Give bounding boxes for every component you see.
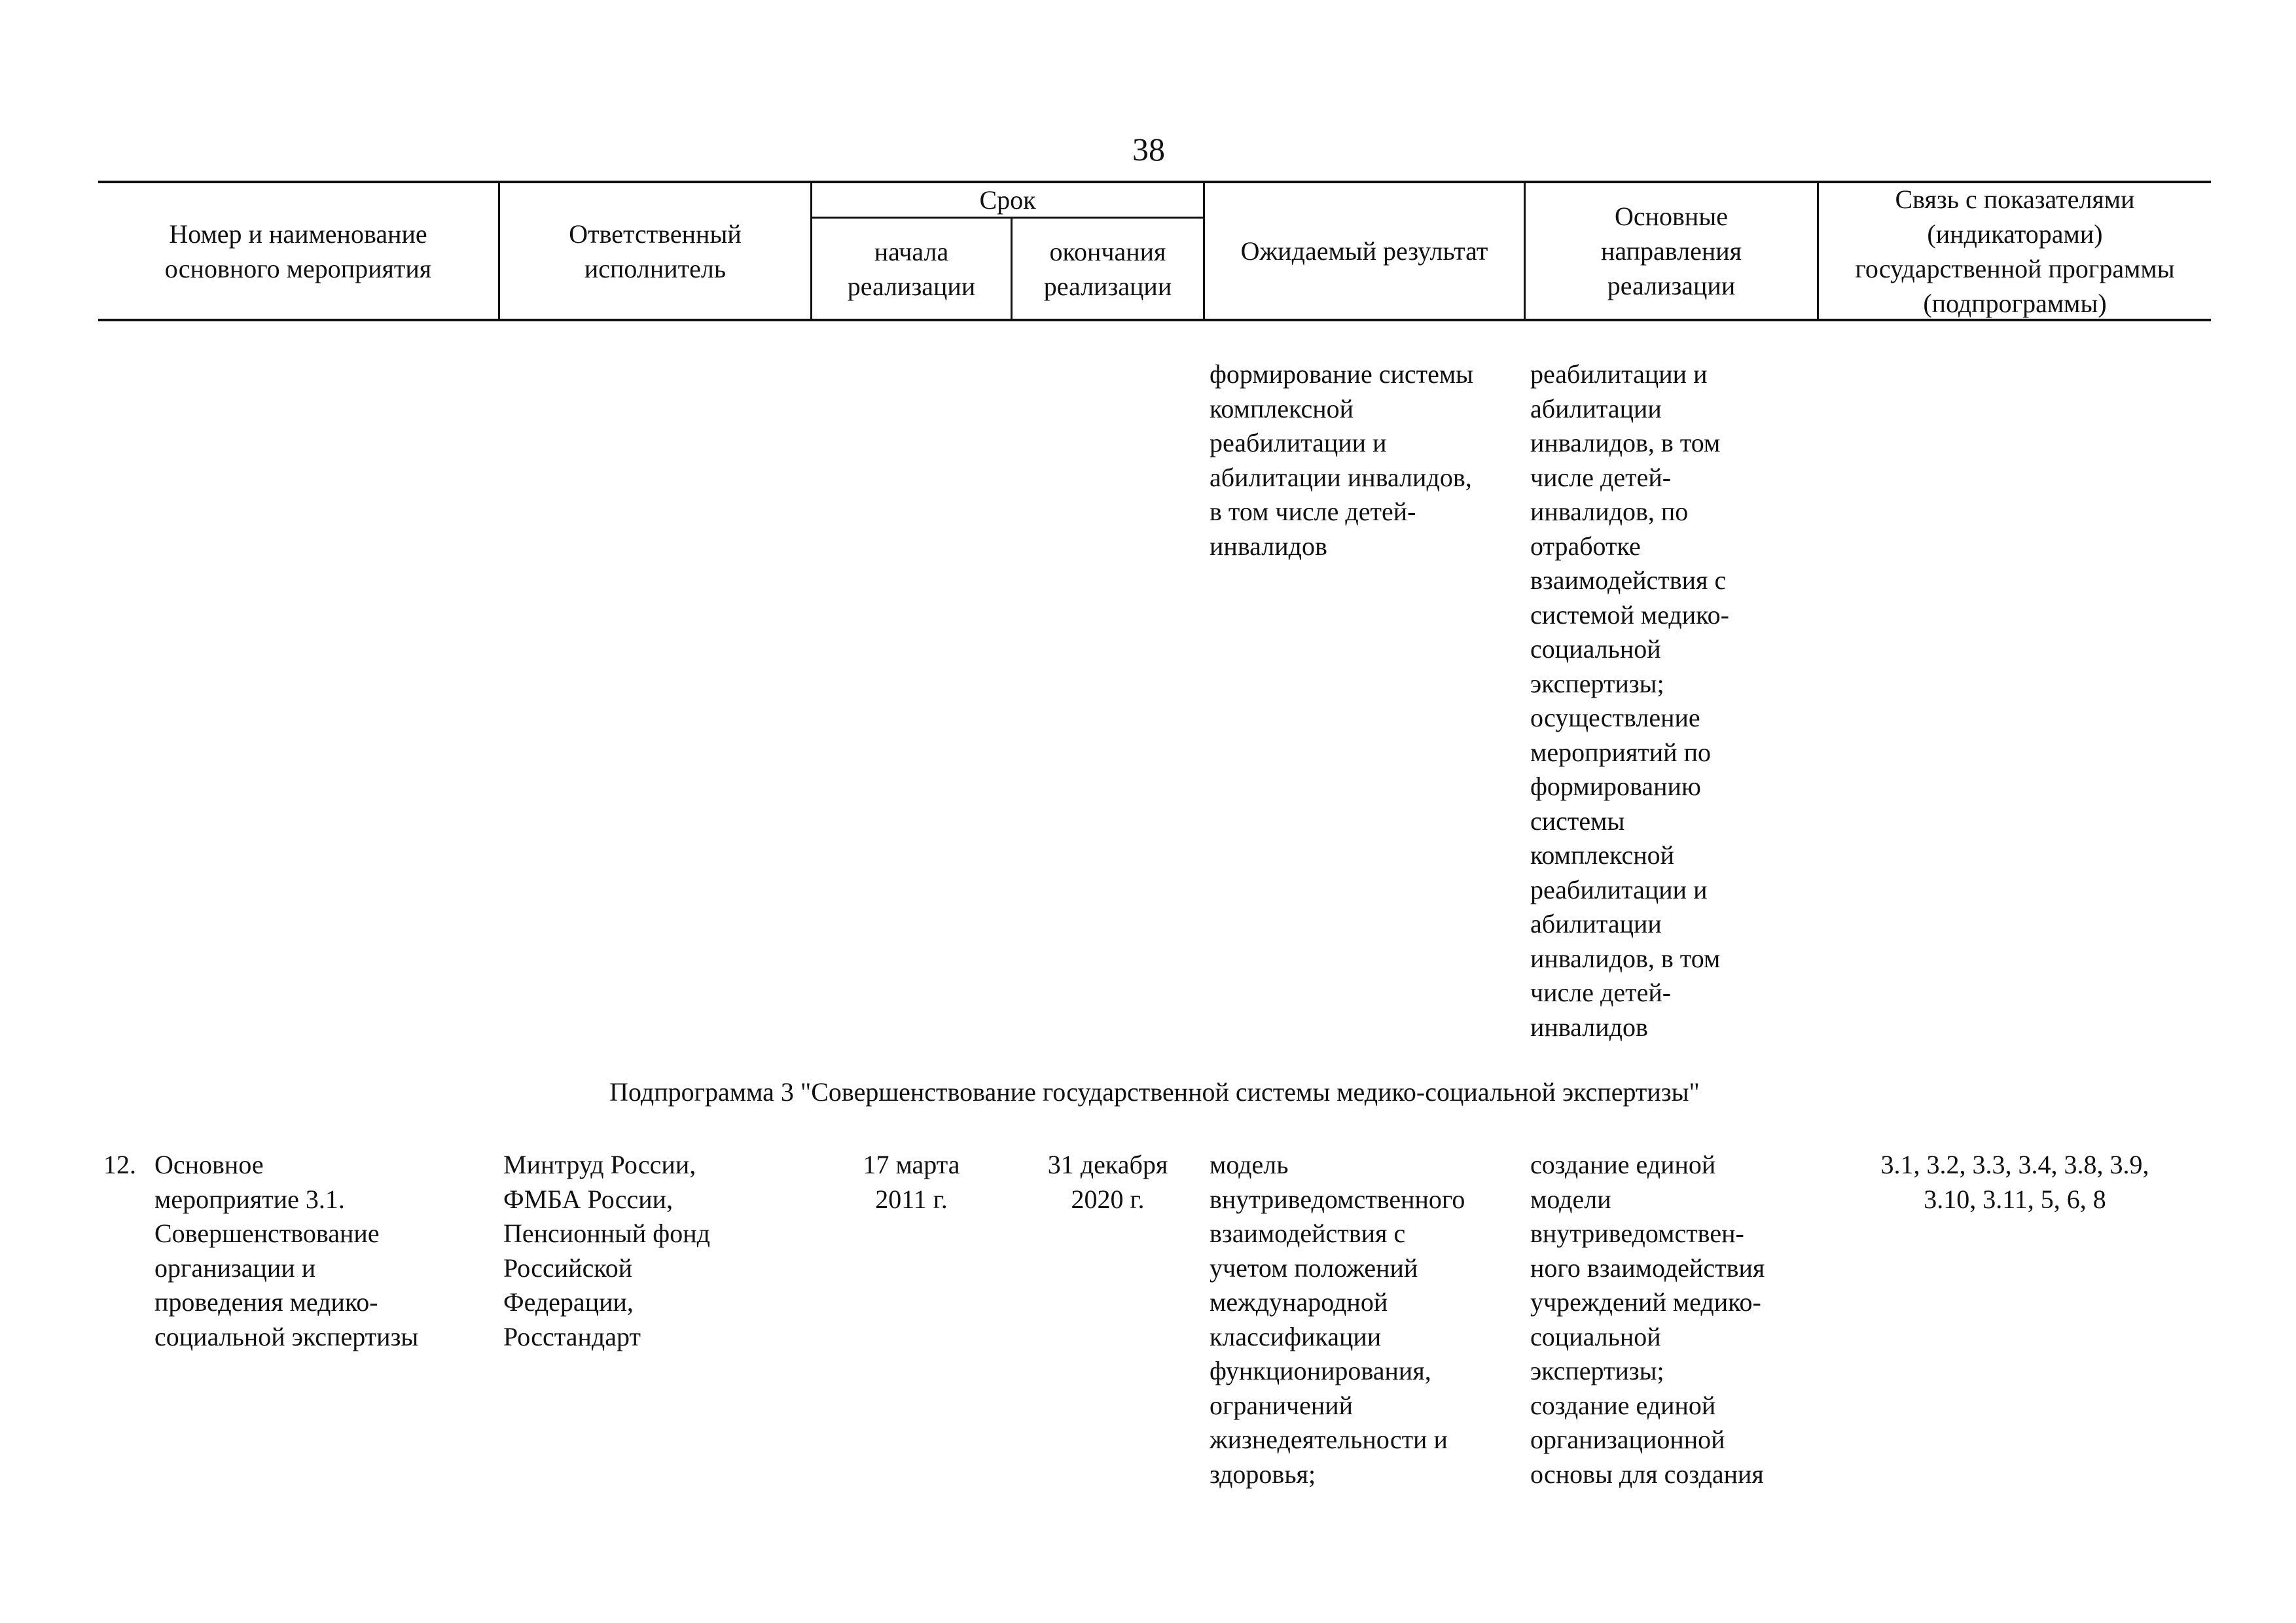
- text-line: 2011 г.: [875, 1184, 948, 1214]
- text-line: создание единой: [1530, 1390, 1716, 1420]
- text-line: функционирования,: [1210, 1356, 1431, 1385]
- text-line: международной: [1210, 1287, 1388, 1317]
- row-12-end-cell: [1013, 1148, 1203, 1217]
- text-line: учреждений медико-: [1530, 1287, 1761, 1317]
- text-line: модели: [1530, 1184, 1611, 1214]
- text-line: Федерации,: [503, 1287, 634, 1317]
- text-line: комплексной: [1210, 393, 1354, 423]
- text-line: проведения медико-: [154, 1287, 378, 1317]
- header-term-cell: [812, 183, 1203, 217]
- text-line: модель: [1210, 1150, 1289, 1179]
- text-line: инвалидов: [1210, 531, 1327, 561]
- header-link-line: (подпрограммы): [1923, 288, 2107, 318]
- text-line: создание единой: [1530, 1150, 1716, 1179]
- text-line: ограничений: [1210, 1390, 1354, 1420]
- text-line: экспертизы;: [1530, 668, 1664, 698]
- header-link-cell: [1819, 183, 2211, 319]
- text-line: взаимодействия с: [1530, 565, 1727, 595]
- text-line: организационной: [1530, 1425, 1725, 1454]
- text-line: Основное: [154, 1150, 264, 1179]
- header-start-line: начала: [874, 236, 949, 266]
- text-line: 31 декабря: [1047, 1150, 1168, 1179]
- header-executor-line: Ответственный: [569, 219, 742, 249]
- text-line: Росстандарт: [503, 1321, 641, 1351]
- text-line: комплексной: [1530, 840, 1675, 870]
- row-12-result-cell: [1210, 1148, 1524, 1491]
- row-12-executor-cell: [503, 1148, 808, 1354]
- text-line: реабилитации и: [1530, 874, 1708, 904]
- text-line: здоровья;: [1210, 1459, 1316, 1489]
- text-line: социальной: [1530, 634, 1661, 664]
- row-12-link-cell: [1819, 1148, 2211, 1217]
- header-directions-line: направления: [1600, 236, 1742, 266]
- header-executor-line: исполнитель: [584, 253, 726, 283]
- text-line: ФМБА России,: [503, 1184, 673, 1214]
- row-12-number: 12.: [103, 1150, 136, 1179]
- text-line: инвалидов, в том: [1530, 428, 1721, 457]
- header-link-line: (индикаторами): [1927, 219, 2103, 249]
- text-line: Пенсионный фонд: [503, 1219, 710, 1248]
- text-line: Российской: [503, 1253, 633, 1283]
- text-line: числе детей-: [1530, 978, 1672, 1007]
- continuation-result-cell: [1210, 357, 1524, 563]
- text-line: реабилитации и: [1210, 428, 1387, 457]
- row-12-start-cell: [812, 1148, 1011, 1217]
- text-line: системой медико-: [1530, 599, 1729, 630]
- text-line: классификации: [1210, 1321, 1382, 1351]
- text-line: реабилитации и: [1530, 359, 1708, 389]
- text-line: отработке: [1530, 531, 1641, 561]
- header-name-cell: [98, 183, 498, 319]
- header-link-line: Связь с показателями: [1895, 184, 2135, 214]
- text-line: инвалидов, в том: [1530, 943, 1721, 973]
- header-directions-line: реализации: [1607, 271, 1736, 300]
- text-line: абилитации: [1530, 393, 1662, 423]
- text-line: 17 марта: [863, 1150, 960, 1179]
- header-end-cell: [1013, 219, 1203, 319]
- header-directions-line: Основные: [1615, 202, 1728, 231]
- header-directions-cell: [1526, 183, 1817, 319]
- text-line: мероприятий по: [1530, 737, 1711, 767]
- continuation-directions-cell: [1530, 357, 1818, 1044]
- text-line: основы для создания: [1530, 1459, 1764, 1489]
- text-line: экспертизы;: [1530, 1356, 1664, 1385]
- text-line: взаимодействия с: [1210, 1219, 1406, 1248]
- text-line: учетом положений: [1210, 1253, 1418, 1283]
- subprogram-title: Подпрограмма 3 "Совершенствование государственной системы медико-социальной экспертизы": [609, 1077, 1700, 1107]
- text-line: инвалидов, по: [1530, 497, 1689, 526]
- header-result-label: Ожидаемый результат: [1240, 236, 1488, 266]
- text-line: абилитации инвалидов,: [1210, 462, 1472, 492]
- text-line: внутриведомствен-: [1530, 1219, 1744, 1248]
- text-line: формирование системы: [1210, 359, 1474, 389]
- header-start-line: реализации: [847, 271, 976, 301]
- text-line: системы: [1530, 806, 1625, 836]
- text-line: мероприятие 3.1.: [154, 1184, 345, 1214]
- row-12-directions-cell: [1530, 1148, 1818, 1491]
- header-name-line: основного мероприятия: [164, 253, 432, 283]
- text-line: осуществление: [1530, 703, 1700, 732]
- text-line: ного взаимодействия: [1530, 1253, 1765, 1283]
- header-end-line: реализации: [1043, 271, 1172, 301]
- row-12-name-cell: [154, 1148, 495, 1354]
- text-line: Минтруд России,: [503, 1150, 696, 1179]
- text-line: организации и: [154, 1253, 316, 1283]
- text-line: внутриведомственного: [1210, 1184, 1465, 1214]
- text-line: числе детей-: [1530, 462, 1672, 492]
- text-line: социальной: [1530, 1321, 1661, 1351]
- text-line: социальной экспертизы: [154, 1321, 419, 1351]
- text-line: жизнедеятельности и: [1210, 1425, 1448, 1454]
- header-term-label: Срок: [979, 185, 1036, 215]
- text-line: абилитации: [1530, 909, 1662, 938]
- page-number: 38: [1132, 131, 1165, 168]
- text-line: формированию: [1530, 772, 1701, 801]
- header-end-line: окончания: [1049, 236, 1166, 266]
- text-line: в том числе детей-: [1210, 497, 1416, 526]
- header-executor-cell: [500, 183, 810, 319]
- header-name-line: Номер и наименование: [169, 219, 427, 249]
- text-line: 3.10, 3.11, 5, 6, 8: [1924, 1184, 2106, 1214]
- text-line: Совершенствование: [154, 1219, 380, 1248]
- text-line: 2020 г.: [1071, 1184, 1145, 1214]
- text-line: 3.1, 3.2, 3.3, 3.4, 3.8, 3.9,: [1880, 1150, 2149, 1179]
- header-link-line: государственной программы: [1855, 253, 2175, 283]
- header-result-cell: [1205, 183, 1524, 319]
- text-line: инвалидов: [1530, 1012, 1648, 1042]
- header-start-cell: [812, 219, 1011, 319]
